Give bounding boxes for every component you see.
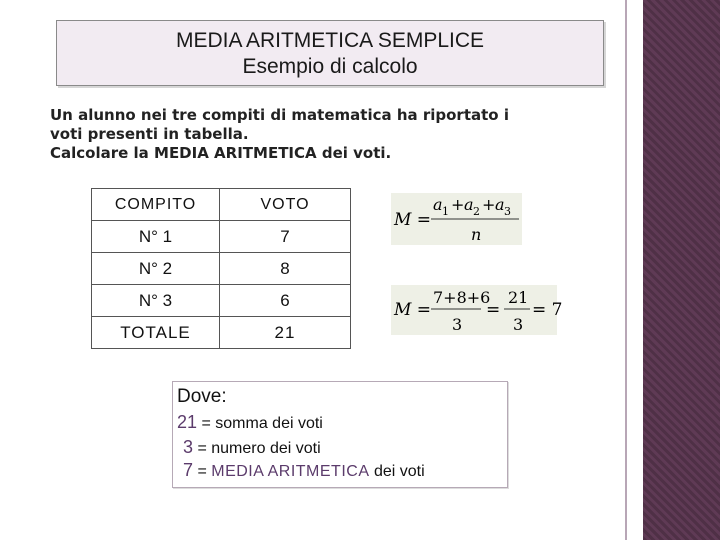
problem-line: voti presenti in tabella. [50,125,249,143]
legend-text: = [193,463,212,480]
formula-numerator: 21 [508,288,529,307]
formula-lhs: M = [394,210,432,230]
page-subtitle: Esempio di calcolo [242,55,418,78]
legend-box [172,381,508,488]
legend-line [183,460,425,481]
legend-line [183,437,321,458]
formula-denominator: 3 [452,315,463,334]
table-row [92,253,351,285]
total-value: 21 [220,317,351,349]
problem-line: Calcolare la MEDIA ARITMETICA dei voti. [50,144,392,162]
formula-numerator: 7+8+6 [433,288,491,307]
legend-number: 7 [183,460,194,480]
formula-term: a [433,195,443,214]
compito-cell: N° 3 [92,285,220,317]
grades-table [91,188,351,349]
formula-denominator: 3 [513,315,524,334]
legend-text: = somma dei voti [197,415,323,432]
voto-cell: 8 [220,253,351,285]
formula-subscript: 3 [504,205,511,218]
page-title: MEDIA ARITMETICA SEMPLICE [175,29,485,52]
table-row [92,285,351,317]
formula-equals: = [486,300,501,320]
column-header-voto: VOTO [220,189,351,221]
compito-cell: N° 2 [92,253,220,285]
problem-line: Un alunno nei tre compiti di matematica ha riportato i [50,106,509,124]
formula-term: a [464,195,474,214]
problem-statement [50,106,610,163]
general-formula [391,193,522,245]
formula-result: = 7 [532,300,563,320]
table-row [92,221,351,253]
computed-formula [391,285,563,335]
formula-denominator: n [471,225,482,244]
legend-number: 3 [183,437,194,457]
formula-lhs: M = [394,300,432,320]
legend-title: Dove: [177,386,227,407]
legend-text: = numero dei voti [193,440,321,457]
voto-cell: 7 [220,221,351,253]
compito-cell: N° 1 [92,221,220,253]
sidebar-divider [625,0,627,540]
title-box [56,20,604,86]
decorative-sidebar [643,0,720,540]
table-header-row [92,189,351,221]
table-total-row [92,317,351,349]
formula-operator: + [451,195,465,214]
total-label: TOTALE [92,317,220,349]
formula-term: a [495,195,505,214]
legend-text: dei voti [369,463,425,480]
formula-subscript: 1 [442,205,449,218]
formula-subscript: 2 [473,205,480,218]
legend-line [177,412,323,433]
formula-operator: + [482,195,496,214]
column-header-compito: COMPITO [92,189,220,221]
voto-cell: 6 [220,285,351,317]
legend-number: 21 [177,412,198,432]
legend-highlight: MEDIA ARITMETICA [211,463,370,480]
